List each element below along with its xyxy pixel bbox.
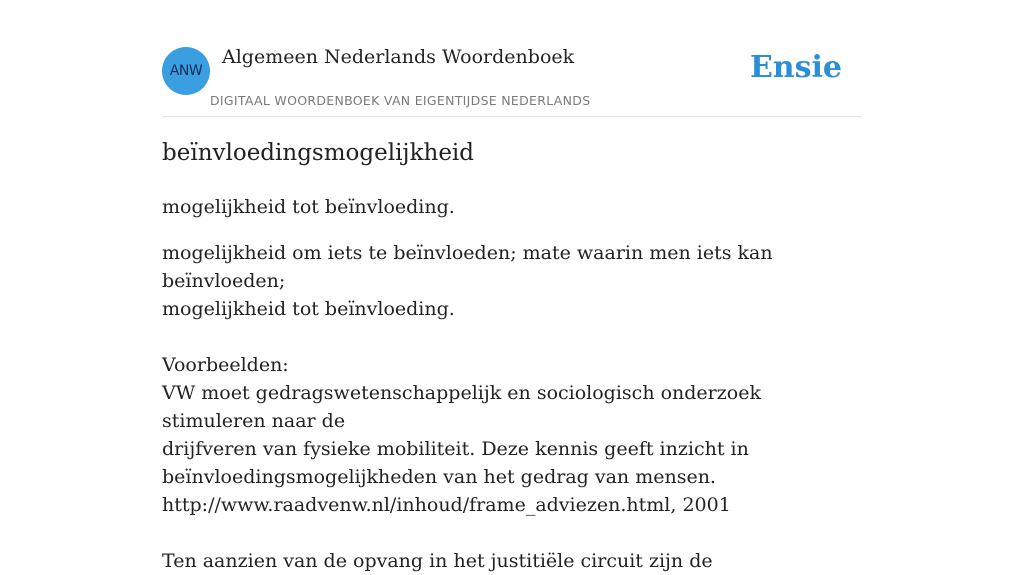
- anw-logo-text: ANW: [169, 63, 203, 79]
- definition-line: mogelijkheid tot beïnvloeding.: [162, 298, 455, 320]
- anw-logo[interactable]: [162, 47, 210, 95]
- entry-headword: beïnvloedingsmogelijkheid: [162, 140, 475, 166]
- example-source: http://www.raadvenw.nl/inhoud/frame_adviezen.html, 2001: [162, 494, 731, 516]
- long-definition: [162, 239, 862, 575]
- site-subtitle: DIGITAAL WOORDENBOEK VAN EIGENTIJDSE NEDERLANDS: [210, 93, 591, 108]
- site-header: [162, 0, 862, 117]
- example-line: Ten aanzien van de opvang in het justitiële circuit zijn de: [162, 550, 713, 572]
- site-title[interactable]: Algemeen Nederlands Woordenboek: [222, 46, 575, 68]
- short-definition: mogelijkheid tot beïnvloeding.: [162, 196, 455, 218]
- ensie-brand-link[interactable]: Ensie: [749, 50, 842, 85]
- spacer: [162, 519, 862, 547]
- definition-line: mogelijkheid om iets te beïnvloeden; mate waarin men iets kan beïnvloeden;: [162, 242, 773, 292]
- example-line: VW moet gedragswetenschappelijk en sociologisch onderzoek stimuleren naar de: [162, 382, 761, 432]
- examples-label: Voorbeelden:: [162, 354, 289, 376]
- page-container: [162, 0, 862, 572]
- spacer: [162, 323, 862, 351]
- example-line: drijfveren van fysieke mobiliteit. Deze kennis geeft inzicht in: [162, 438, 749, 460]
- example-line: beïnvloedingsmogelijkheden van het gedrag van mensen.: [162, 466, 716, 488]
